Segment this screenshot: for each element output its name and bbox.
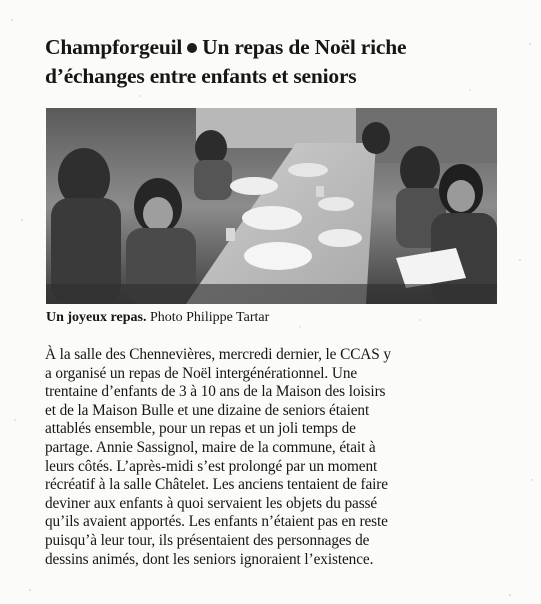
caption-title: Un joyeux repas. <box>46 310 147 325</box>
body-line: deviner aux enfants à quoi servaient les objets du passé <box>45 494 378 512</box>
body-line: trentaine d’enfants de 3 à 10 ans de la Maison des loisirs <box>45 383 386 401</box>
headline-bullet-icon <box>187 43 197 53</box>
photo-caption <box>46 309 506 327</box>
body-line: leurs côtés. L’après-midi s’est prolongé par un moment <box>45 457 378 475</box>
body-line: récréatif à la salle Châtelet. Les anciens tentaient de faire <box>45 476 388 494</box>
headline-title-line-1: Un repas de Noël riche <box>202 35 407 59</box>
body-line: qu’ils avaient apportés. Les enfants n’étaient pas en reste <box>45 513 388 531</box>
body-line: a organisé un repas de Noël intergénérationnel. Une <box>45 364 358 382</box>
article-body <box>45 346 507 569</box>
headline-place: Champforgeuil <box>45 35 183 59</box>
body-line: attablés ensemble, pour un repas et un joli temps de <box>45 420 356 438</box>
article-headline <box>45 33 515 91</box>
body-line: dessins animés, dont les seniors ignoraient l’existence. <box>45 550 374 568</box>
body-line: partage. Annie Sassignol, maire de la commune, était à <box>45 438 376 456</box>
body-line: À la salle des Chennevières, mercredi dernier, le CCAS y <box>45 346 391 363</box>
body-line: puisqu’à leur tour, ils présentaient des personnages de <box>45 531 370 549</box>
body-line: et de la Maison Bulle et une dizaine de seniors étaient <box>45 401 370 419</box>
headline-title-line-2: d’échanges entre enfants et seniors <box>45 64 357 88</box>
caption-credit: Photo Philippe Tartar <box>149 310 270 325</box>
article-photo <box>46 108 497 304</box>
photo-christmas-meal-image <box>46 108 497 304</box>
